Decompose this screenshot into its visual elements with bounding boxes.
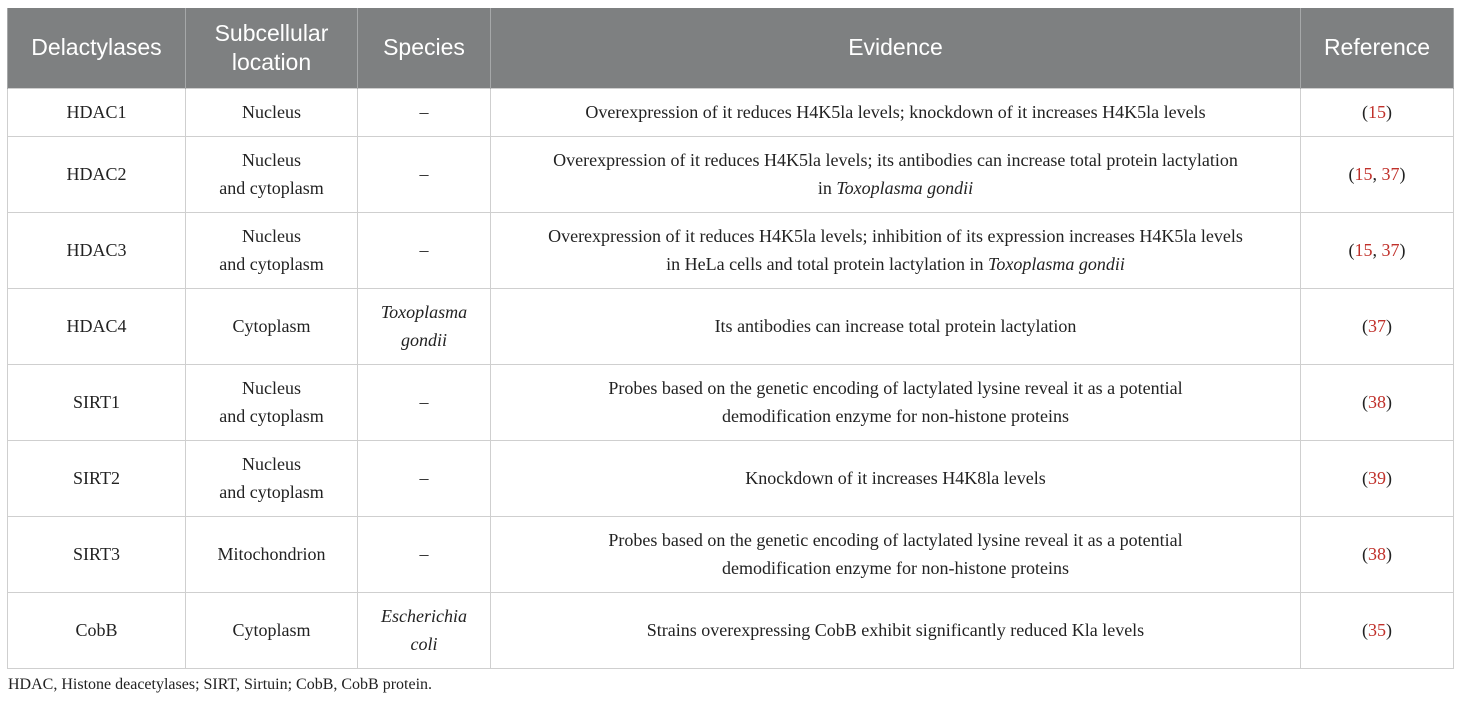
- evidence-cell: [491, 212, 1301, 288]
- location-line: and cytoplasm: [219, 254, 324, 274]
- evidence-text: Overexpression of it reduces H4K5la levels; knockdown of it increases H4K5la levels: [585, 102, 1206, 122]
- reference-cell: (15, 37): [1301, 136, 1454, 212]
- reference-cell: (38): [1301, 364, 1454, 440]
- evidence-text: in: [817, 178, 837, 198]
- location-line: Mitochondrion: [217, 544, 326, 564]
- species-line: Escherichia: [381, 606, 467, 626]
- species-cell: [358, 288, 491, 364]
- location-cell: [186, 364, 358, 440]
- reference-link[interactable]: 15: [1354, 164, 1373, 184]
- evidence-text: Overexpression of it reduces H4K5la levels; its antibodies can increase total protein lactylation: [553, 150, 1238, 170]
- location-line: Cytoplasm: [232, 620, 311, 640]
- evidence-line: [501, 402, 1290, 430]
- reference-link[interactable]: 38: [1368, 392, 1386, 412]
- delactylase-cell: SIRT1: [8, 364, 186, 440]
- location-line: Nucleus: [242, 378, 301, 398]
- location-cell: [186, 88, 358, 136]
- evidence-cell: [491, 440, 1301, 516]
- location-cell: [186, 516, 358, 592]
- table-row: [8, 592, 1454, 668]
- evidence-cell: [491, 136, 1301, 212]
- table-row: [8, 288, 1454, 364]
- evidence-text: Overexpression of it reduces H4K5la levels; inhibition of its expression increases H4K5la levels: [548, 226, 1243, 246]
- species-line: –: [419, 164, 429, 184]
- reference-cell: (37): [1301, 288, 1454, 364]
- evidence-line: [501, 250, 1290, 278]
- location-line: Nucleus: [242, 226, 301, 246]
- delactylase-cell: HDAC1: [8, 88, 186, 136]
- evidence-species: Toxoplasma gondii: [988, 254, 1125, 274]
- species-cell: [358, 212, 491, 288]
- header-evidence: Evidence: [491, 8, 1301, 88]
- location-cell: [186, 440, 358, 516]
- evidence-line: [501, 98, 1290, 126]
- location-cell: [186, 136, 358, 212]
- location-line: and cytoplasm: [219, 482, 324, 502]
- evidence-text: demodification enzyme for non-histone proteins: [722, 558, 1069, 578]
- header-delactylases: Delactylases: [8, 8, 186, 88]
- reference-cell: (35): [1301, 592, 1454, 668]
- reference-link[interactable]: 39: [1368, 468, 1386, 488]
- evidence-text: in HeLa cells and total protein lactylation in: [666, 254, 989, 274]
- evidence-cell: [491, 88, 1301, 136]
- evidence-cell: [491, 516, 1301, 592]
- table-row: [8, 516, 1454, 592]
- evidence-text: Probes based on the genetic encoding of lactylated lysine reveal it as a potential: [608, 530, 1183, 550]
- table-row: [8, 364, 1454, 440]
- header-species: Species: [358, 8, 491, 88]
- species-cell: [358, 592, 491, 668]
- reference-cell: (38): [1301, 516, 1454, 592]
- delactylase-cell: SIRT3: [8, 516, 186, 592]
- evidence-line: [501, 616, 1290, 644]
- delactylases-table: [7, 8, 1454, 669]
- evidence-line: [501, 312, 1290, 340]
- evidence-text: demodification enzyme for non-histone proteins: [722, 406, 1069, 426]
- location-line: and cytoplasm: [219, 406, 324, 426]
- delactylase-cell: HDAC3: [8, 212, 186, 288]
- evidence-line: [501, 374, 1290, 402]
- species-cell: [358, 440, 491, 516]
- location-line: Cytoplasm: [232, 316, 311, 336]
- reference-link[interactable]: 35: [1368, 620, 1386, 640]
- table-row: [8, 440, 1454, 516]
- reference-cell: (15): [1301, 88, 1454, 136]
- evidence-text: Strains overexpressing CobB exhibit significantly reduced Kla levels: [646, 620, 1145, 640]
- reference-link[interactable]: 37: [1368, 316, 1386, 336]
- evidence-cell: [491, 288, 1301, 364]
- location-cell: [186, 212, 358, 288]
- location-line: Nucleus: [242, 150, 301, 170]
- delactylase-cell: SIRT2: [8, 440, 186, 516]
- species-line: –: [419, 544, 429, 564]
- location-line: and cytoplasm: [219, 178, 324, 198]
- evidence-line: [501, 526, 1290, 554]
- location-cell: [186, 288, 358, 364]
- table-row: [8, 88, 1454, 136]
- table-row: [8, 136, 1454, 212]
- evidence-line: [501, 174, 1290, 202]
- species-line: –: [419, 468, 429, 488]
- table-header-row: [8, 8, 1454, 88]
- species-line: gondii: [400, 330, 447, 350]
- evidence-cell: [491, 592, 1301, 668]
- species-line: –: [419, 240, 429, 260]
- reference-link[interactable]: 15: [1368, 102, 1386, 122]
- species-line: coli: [410, 634, 438, 654]
- evidence-line: [501, 146, 1290, 174]
- species-cell: [358, 516, 491, 592]
- evidence-line: [501, 222, 1290, 250]
- table-row: [8, 212, 1454, 288]
- reference-link[interactable]: 37: [1381, 240, 1400, 260]
- table-footnote: HDAC, Histone deacetylases; SIRT, Sirtuin; CobB, CobB protein.: [8, 676, 433, 693]
- species-cell: [358, 88, 491, 136]
- location-line: Nucleus: [242, 454, 301, 474]
- delactylase-cell: HDAC4: [8, 288, 186, 364]
- reference-cell: (39): [1301, 440, 1454, 516]
- species-line: –: [419, 102, 429, 122]
- evidence-text: Probes based on the genetic encoding of lactylated lysine reveal it as a potential: [608, 378, 1183, 398]
- header-subcellular-location: Subcellular location: [186, 8, 358, 88]
- evidence-line: [501, 554, 1290, 582]
- evidence-cell: [491, 364, 1301, 440]
- species-line: Toxoplasma: [380, 302, 468, 322]
- location-line: Nucleus: [242, 102, 301, 122]
- species-cell: [358, 136, 491, 212]
- reference-link[interactable]: 37: [1381, 164, 1400, 184]
- species-line: –: [419, 392, 429, 412]
- species-cell: [358, 364, 491, 440]
- delactylase-cell: CobB: [8, 592, 186, 668]
- location-cell: [186, 592, 358, 668]
- header-reference: Reference: [1301, 8, 1454, 88]
- reference-link[interactable]: 15: [1354, 240, 1373, 260]
- evidence-text: Its antibodies can increase total protein lactylation: [714, 316, 1077, 336]
- delactylase-cell: HDAC2: [8, 136, 186, 212]
- evidence-line: [501, 464, 1290, 492]
- evidence-text: Knockdown of it increases H4K8la levels: [745, 468, 1046, 488]
- evidence-species: Toxoplasma gondii: [836, 178, 974, 198]
- reference-link[interactable]: 38: [1368, 544, 1386, 564]
- reference-cell: (15, 37): [1301, 212, 1454, 288]
